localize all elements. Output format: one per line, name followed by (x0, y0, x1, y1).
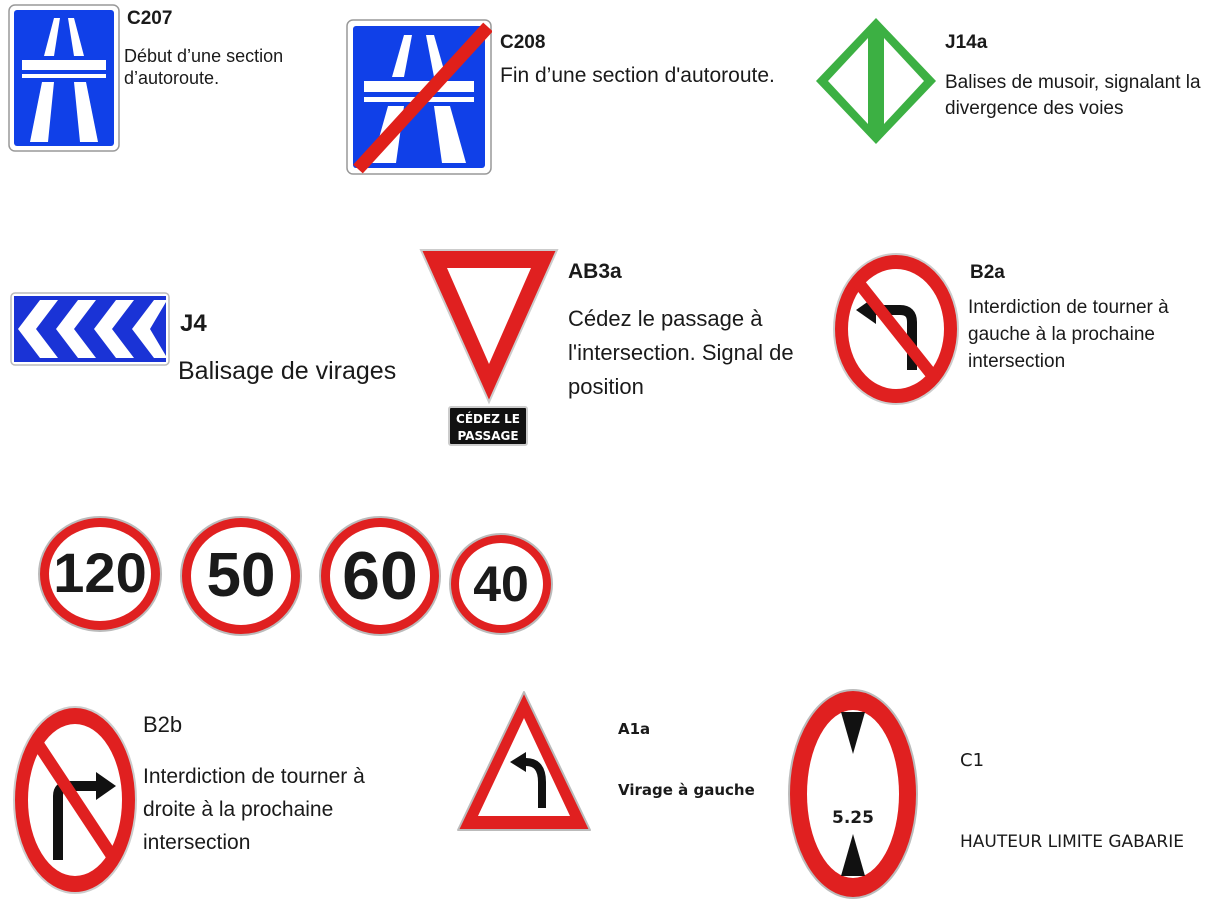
ab3a-plate (448, 406, 528, 446)
b2a-no-left-turn-sign (832, 252, 960, 406)
j14a-divergence-beacon (816, 18, 936, 144)
ab3a-description: Cédez le passage à l'intersection. Signal de position (568, 306, 794, 399)
ab3a-code: AB3a (568, 260, 622, 283)
speed-limit-50-value: 50 (206, 541, 276, 610)
speed-limit-40-value: 40 (473, 556, 529, 612)
c1-value: 5.25 (832, 808, 874, 828)
j4-description: Balisage de virages (178, 357, 397, 385)
ab3a-plate-line2: PASSAGE (457, 429, 519, 443)
speed-limit-60-value: 60 (342, 538, 418, 614)
c207-motorway-start-sign (8, 4, 120, 152)
c208-description: Fin d’une section d'autoroute. (500, 64, 775, 87)
j4-code: J4 (180, 310, 207, 337)
ab3a-plate-line1: CÉDEZ LE (456, 412, 520, 426)
a1a-code: A1a (618, 720, 651, 738)
c1-code: C1 (960, 750, 985, 771)
b2a-description: Interdiction de tourner à gauche à la prochaine intersection (968, 297, 1169, 372)
c208-code: C208 (500, 32, 546, 53)
j14a-code: J14a (945, 32, 988, 53)
b2a-code: B2a (970, 262, 1005, 283)
b2b-description: Interdiction de tourner à droite à la prochaine intersection (143, 765, 365, 854)
c208-motorway-end-sign (346, 19, 492, 175)
ab3a-yield-sign (417, 246, 561, 406)
j4-chevron-board (10, 292, 170, 366)
a1a-description: Virage à gauche (618, 781, 755, 799)
a1a-left-curve-sign (454, 688, 594, 836)
c207-code: C207 (127, 8, 173, 29)
j14a-description: Balises de musoir, signalant la divergence des voies (945, 72, 1201, 119)
b2b-no-right-turn-sign (12, 704, 138, 896)
b2b-code: B2b (143, 712, 183, 737)
c207-description: Début d’une section d’autoroute. (124, 46, 284, 88)
c1-height-limit-sign (787, 688, 919, 900)
speed-limit-120-value: 120 (53, 541, 147, 604)
c1-description: HAUTEUR LIMITE GABARIE (960, 832, 1184, 852)
